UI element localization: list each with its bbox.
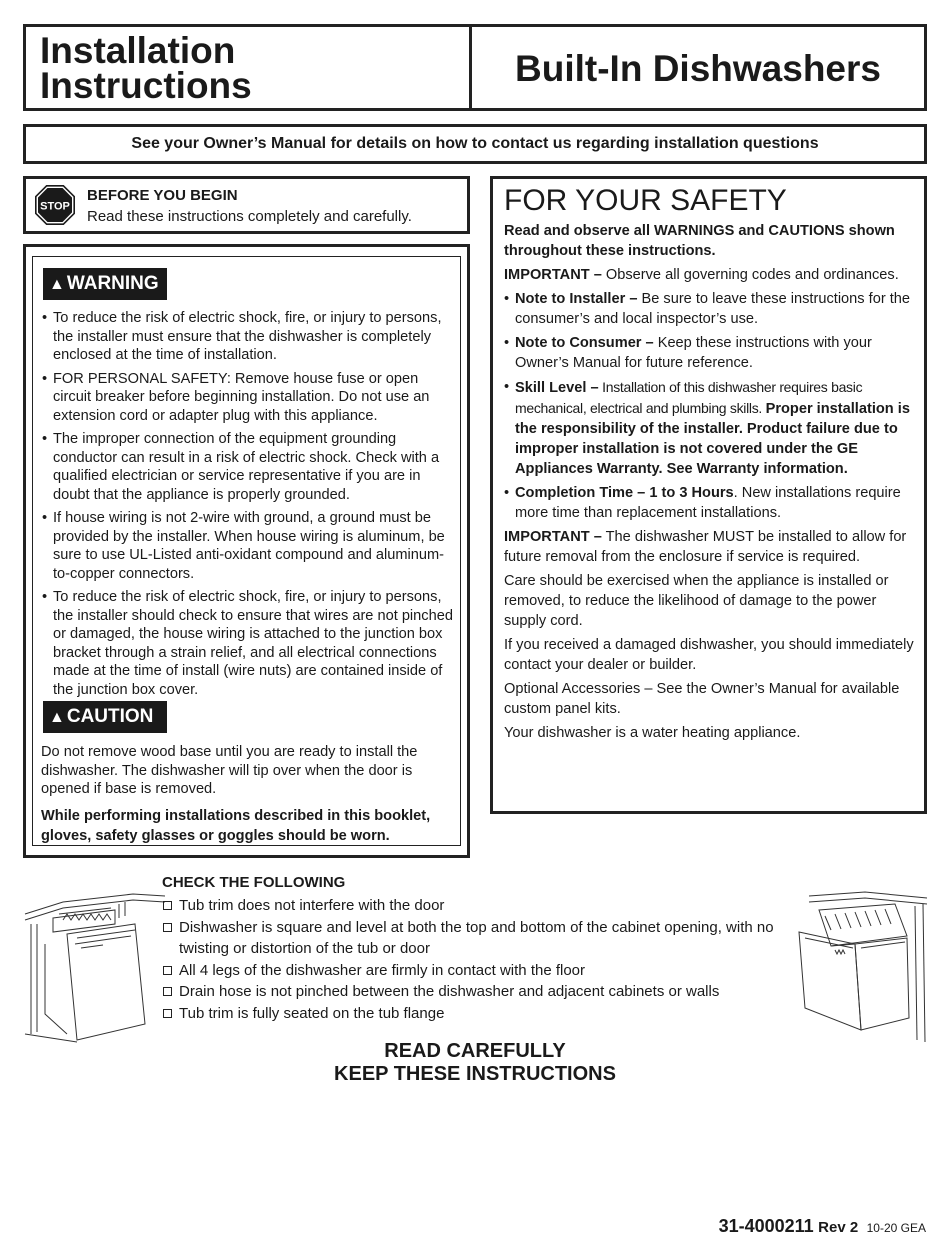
important-removal-text: The dishwasher MUST be installed to allow for future removal from the enclosure if service is required. [504,529,907,565]
warning-item: • FOR PERSONAL SAFETY: Remove house fuse or open circuit breaker before beginning installation. Do not use an extension cord or adapter plug with this appliance. [41,370,456,426]
dishwasher-open-illustration-icon [23,884,168,1044]
checkbox-icon [163,923,172,932]
checklist-item-text: Dishwasher is square and level at both the top and bottom of the cabinet opening, with no twisting or distortion of the tub or door [179,918,774,957]
care-note: Care should be exercised when the appliance is installed or removed, to reduce the likelihood of damage to the power supply cord. [504,573,889,629]
warning-label [43,268,167,300]
warning-triangle-icon: ▲ [49,276,65,293]
important-removal [504,527,918,567]
safety-title: FOR YOUR SAFETY [504,184,787,217]
read-carefully-line: READ CAREFULLY [384,1040,566,1062]
product-title: Built-In Dishwashers [515,48,881,89]
caution-ppe-text: While performing installations described in this booklet, gloves, safety glasses or goggles should be worn. [41,808,431,844]
warning-inner-frame [32,256,461,846]
checklist-item [162,917,792,960]
stop-sign-text: STOP [40,200,70,213]
stop-sign-icon [34,184,76,226]
check-list [162,895,792,1024]
note-installer-text: Be sure to leave these instructions for the consumer’s and local inspector’s use. [515,291,911,327]
revision: Rev 2 [818,1219,859,1236]
check-heading: CHECK THE FOLLOWING [162,874,346,891]
completion-time-label: Completion Time – 1 to 3 Hours [515,485,734,501]
accessories-note: Optional Accessories – See the Owner’s Manual for available custom panel kits. [504,681,900,717]
header-product-box [469,24,927,111]
important-label: IMPORTANT – [504,267,602,283]
warning-item: • To reduce the risk of electric shock, fire, or injury to persons, the installer should check to ensure that wires are not pinched or damaged, the house wiring is attached to the junction box bracket through a strain relief, and all electrical connections made at the time of install (wire nuts) are contained inside of the junction box cover. [41,588,456,699]
note-installer-label: Note to Installer – [515,291,638,307]
caution-label [43,701,167,733]
important-text: Observe all governing codes and ordinances. [601,267,899,283]
warning-item: • To reduce the risk of electric shock, fire, or injury to persons, the installer must ensure that the dishwasher is completely enclosed at the time of installation. [41,309,456,365]
checklist-item-text: Tub trim is fully seated on the tub flange [179,1004,445,1022]
checkbox-icon [163,966,172,975]
skill-level [504,377,918,479]
before-you-begin-box [23,176,470,234]
checklist-item-text: Drain hose is not pinched between the dishwasher and adjacent cabinets or walls [179,983,720,1000]
safety-intro: Read and observe all WARNINGS and CAUTIONS shown throughout these instructions. [504,223,895,259]
before-you-begin-heading: BEFORE YOU BEGIN [87,187,238,204]
warning-item: • If house wiring is not 2-wire with ground, a ground must be provided by the installer. When house wiring is aluminum, be sure to use UL-Listed anti-oxidant compound and aluminum-to-copper connectors. [41,509,456,583]
damaged-note: If you received a damaged dishwasher, you should immediately contact your dealer or builder. [504,637,914,673]
title-line-1: Installation [40,30,236,71]
contact-note-box [23,124,927,164]
caution-text: Do not remove wood base until you are ready to install the dishwasher. The dishwasher will tip over when the door is opened if base is removed. [41,744,418,797]
document-footer [719,1216,926,1237]
page-title [40,30,252,106]
completion-time-text: . New installations require more time than replacement installations. [515,485,901,521]
part-number: 31-4000211 [718,1216,814,1236]
header-title-box [23,24,471,111]
note-to-consumer [504,333,918,373]
completion-time [504,483,918,523]
read-carefully-notice [0,1040,950,1086]
checkbox-icon [163,901,172,910]
safety-box [490,176,927,814]
important-removal-label: IMPORTANT – [504,529,602,545]
skill-level-text: Installation of this dishwasher requires basic mechanical, electrical and plumbing skills. [515,379,863,416]
checkbox-icon [163,1009,172,1018]
skill-level-responsibility: Proper installation is the responsibility of the installer. Product failure due to improper installation is not covered under the GE Appliances Warranty. See Warranty information. [515,401,910,477]
checklist-item [162,895,792,917]
safety-body [504,221,918,747]
checkbox-icon [163,987,172,996]
warning-label-text: WARNING [66,273,159,294]
caution-label-text: CAUTION [66,706,154,727]
caution-triangle-icon: ▲ [49,709,65,726]
note-consumer-label: Note to Consumer – [515,335,654,351]
before-you-begin-text: Read these instructions completely and carefully. [87,208,412,225]
checklist-item-text: Tub trim does not interfere with the door [179,897,445,914]
warning-list [41,309,456,704]
checklist-item [162,981,792,1003]
warning-box [23,244,470,858]
checklist-item [162,960,792,982]
dishwasher-rack-illustration-icon [795,890,930,1045]
important-codes [504,265,918,285]
title-line-2: Instructions [40,65,252,106]
revision-date: 10-20 GEA [866,1221,926,1235]
skill-level-label: Skill Level – [515,380,599,396]
note-to-installer [504,289,918,329]
water-heating-note: Your dishwasher is a water heating appliance. [504,725,801,741]
note-consumer-text: Keep these instructions with your Owner’s Manual for future reference. [515,335,872,371]
warning-item: • The improper connection of the equipment grounding conductor can result in a risk of electric shock. Check with a qualified electrician or service representative if you are in doubt that the appliance is properly grounded. [41,430,456,504]
checklist-item [162,1003,792,1025]
keep-instructions-line: KEEP THESE INSTRUCTIONS [334,1063,616,1085]
contact-note: See your Owner’s Manual for details on how to contact us regarding installation questions [131,135,819,152]
checklist-item-text: All 4 legs of the dishwasher are firmly in contact with the floor [179,961,586,979]
